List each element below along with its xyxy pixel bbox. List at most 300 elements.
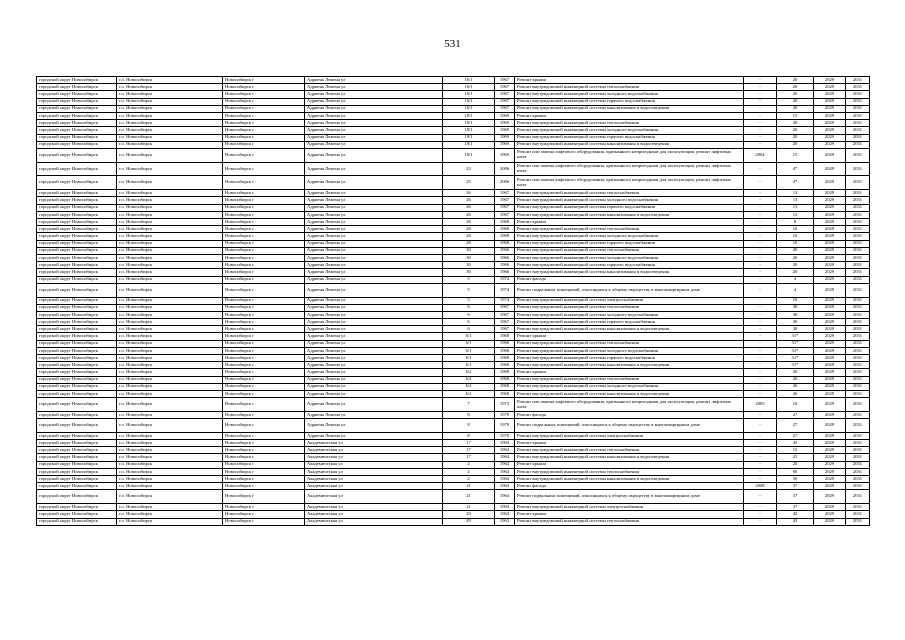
house-number-cell: 30 xyxy=(443,254,495,261)
table-row xyxy=(37,511,870,518)
city-cell: Новосибирск г xyxy=(223,127,305,134)
build-year-cell: 1967 xyxy=(495,190,515,197)
street-cell: Адриена Лежена ул xyxy=(305,148,443,162)
value-cell: 45 xyxy=(777,518,814,525)
settlement-cell: г.о. Новосибирск xyxy=(117,219,223,226)
build-year-cell: 1966 xyxy=(495,262,515,269)
house-number-cell: 26 xyxy=(443,204,495,211)
period-start-cell: 2029 xyxy=(814,297,846,304)
district-cell: городской округ Новосибирск xyxy=(37,141,117,148)
value-cell: 60 xyxy=(777,468,814,475)
cost-cell: - xyxy=(744,490,777,504)
settlement-cell: г.о. Новосибирск xyxy=(117,211,223,218)
build-year-cell: 1973 xyxy=(495,398,515,412)
table-row xyxy=(37,134,870,141)
settlement-cell: г.о. Новосибирск xyxy=(117,276,223,283)
build-year-cell: 1974 xyxy=(495,297,515,304)
period-start-cell: 2029 xyxy=(814,340,846,347)
work-type-cell: Ремонт внутридомовой инженерной системы холодного водоснабжения xyxy=(515,91,744,98)
street-cell: Адриена Лежена ул xyxy=(305,112,443,119)
street-cell: Академическая ул xyxy=(305,504,443,511)
work-type-cell: Ремонт внутридомовой инженерной системы теплоснабжения xyxy=(515,447,744,454)
city-cell: Новосибирск г xyxy=(223,411,305,418)
city-cell: Новосибирск г xyxy=(223,369,305,376)
district-cell: городской округ Новосибирск xyxy=(37,440,117,447)
cost-cell: - xyxy=(744,176,777,190)
period-end-cell: 2031 xyxy=(846,504,870,511)
street-cell: Адриена Лежена ул xyxy=(305,226,443,233)
value-cell: 10 xyxy=(777,297,814,304)
value-cell: 13 xyxy=(777,197,814,204)
work-type-cell: Ремонт внутридомовой инженерной системы теплоснабжения xyxy=(515,120,744,127)
work-type-cell: Ремонт внутридомовой инженерной системы холодного водоснабжения xyxy=(515,197,744,204)
value-cell: 4* xyxy=(777,176,814,190)
settlement-cell: г.о. Новосибирск xyxy=(117,297,223,304)
house-number-cell: 8 xyxy=(443,419,495,433)
table-row xyxy=(37,176,870,190)
period-start-cell: 2029 xyxy=(814,483,846,490)
period-end-cell: 2031 xyxy=(846,490,870,504)
work-type-cell: Ремонт внутридомовой инженерной системы холодного водоснабжения xyxy=(515,383,744,390)
street-cell: Адриена Лежена ул xyxy=(305,98,443,105)
cost-cell: - xyxy=(744,419,777,433)
value-cell: 20 xyxy=(777,247,814,254)
table-row xyxy=(37,326,870,333)
period-end-cell: 2031 xyxy=(846,518,870,525)
period-start-cell: 2029 xyxy=(814,262,846,269)
settlement-cell: г.о. Новосибирск xyxy=(117,326,223,333)
street-cell: Академическая ул xyxy=(305,490,443,504)
table-row xyxy=(37,190,870,197)
work-type-cell: Ремонт подвальных помещений, относящихся к общему имуществу в многоквартирном доме xyxy=(515,283,744,297)
build-year-cell: 1967 xyxy=(495,98,515,105)
table-row xyxy=(37,283,870,297)
district-cell: городской округ Новосибирск xyxy=(37,269,117,276)
value-cell: 20 xyxy=(777,461,814,468)
street-cell: Адриена Лежена ул xyxy=(305,127,443,134)
value-cell: 13 xyxy=(777,204,814,211)
build-year-cell: 1964 xyxy=(495,504,515,511)
build-year-cell: 1968 xyxy=(495,390,515,397)
build-year-cell: 1967 xyxy=(495,91,515,98)
street-cell: Академическая ул xyxy=(305,518,443,525)
cost-cell: - xyxy=(744,77,777,84)
period-start-cell: 2029 xyxy=(814,326,846,333)
settlement-cell: г.о. Новосибирск xyxy=(117,247,223,254)
build-year-cell: 1969 xyxy=(495,141,515,148)
build-year-cell: 1968 xyxy=(495,340,515,347)
street-cell: Адриена Лежена ул xyxy=(305,105,443,112)
city-cell: Новосибирск г xyxy=(223,362,305,369)
house-number-cell: 2 xyxy=(443,461,495,468)
street-cell: Адриена Лежена ул xyxy=(305,419,443,433)
city-cell: Новосибирск г xyxy=(223,84,305,91)
cost-cell: 2008 xyxy=(744,483,777,490)
settlement-cell: г.о. Новосибирск xyxy=(117,269,223,276)
period-start-cell: 2029 xyxy=(814,411,846,418)
value-cell: 20 xyxy=(777,262,814,269)
period-start-cell: 2029 xyxy=(814,333,846,340)
house-number-cell: 16/1 xyxy=(443,91,495,98)
value-cell: 27 xyxy=(777,432,814,439)
work-type-cell: Ремонт внутридомовой инженерной системы канализования и водоотведения xyxy=(515,141,744,148)
street-cell: Академическая ул xyxy=(305,440,443,447)
value-cell: 26 xyxy=(777,369,814,376)
street-cell: Адриена Лежена ул xyxy=(305,176,443,190)
street-cell: Адриена Лежена ул xyxy=(305,240,443,247)
city-cell: Новосибирск г xyxy=(223,440,305,447)
city-cell: Новосибирск г xyxy=(223,197,305,204)
period-end-cell: 2031 xyxy=(846,454,870,461)
settlement-cell: г.о. Новосибирск xyxy=(117,98,223,105)
city-cell: Новосибирск г xyxy=(223,91,305,98)
district-cell: городской округ Новосибирск xyxy=(37,411,117,418)
cost-cell: - xyxy=(744,304,777,311)
district-cell: городской округ Новосибирск xyxy=(37,98,117,105)
period-start-cell: 2029 xyxy=(814,398,846,412)
value-cell: 15 xyxy=(777,112,814,119)
period-end-cell: 2031 xyxy=(846,240,870,247)
table-row xyxy=(37,254,870,261)
work-type-cell: Ремонт внутридомовой инженерной системы горячего водоснабжения xyxy=(515,98,744,105)
district-cell: городской округ Новосибирск xyxy=(37,461,117,468)
street-cell: Адриена Лежена ул xyxy=(305,254,443,261)
cost-cell: - xyxy=(744,347,777,354)
city-cell: Новосибирск г xyxy=(223,355,305,362)
work-type-cell: Ремонт крыши xyxy=(515,461,744,468)
street-cell: Адриена Лежена ул xyxy=(305,383,443,390)
work-type-cell: Ремонт крыши xyxy=(515,219,744,226)
period-start-cell: 2029 xyxy=(814,91,846,98)
build-year-cell: 1967 xyxy=(495,105,515,112)
work-type-cell: Ремонт крыши xyxy=(515,369,744,376)
period-end-cell: 2031 xyxy=(846,297,870,304)
work-type-cell: Ремонт внутридомовой инженерной системы холодного водоснабжения xyxy=(515,233,744,240)
period-end-cell: 2031 xyxy=(846,376,870,383)
settlement-cell: г.о. Новосибирск xyxy=(117,461,223,468)
house-number-cell: 6/2 xyxy=(443,383,495,390)
work-type-cell: Ремонт подвальных помещений, относящихся к общему имуществу в многоквартирном доме xyxy=(515,490,744,504)
street-cell: Адриена Лежена ул xyxy=(305,204,443,211)
settlement-cell: г.о. Новосибирск xyxy=(117,355,223,362)
settlement-cell: г.о. Новосибирск xyxy=(117,105,223,112)
value-cell: 4 xyxy=(777,283,814,297)
period-end-cell: 2031 xyxy=(846,84,870,91)
settlement-cell: г.о. Новосибирск xyxy=(117,233,223,240)
work-type-cell: Ремонт или замена лифтового оборудования, признанного непригодным для эксплуатации, ремонт лифтовых шахт xyxy=(515,176,744,190)
work-type-cell: Ремонт или замена лифтового оборудования, признанного непригодным для эксплуатации, ремонт лифтовых шахт xyxy=(515,148,744,162)
settlement-cell: г.о. Новосибирск xyxy=(117,347,223,354)
settlement-cell: г.о. Новосибирск xyxy=(117,197,223,204)
period-start-cell: 2029 xyxy=(814,383,846,390)
cost-cell: - xyxy=(744,269,777,276)
district-cell: городской округ Новосибирск xyxy=(37,311,117,318)
build-year-cell: 1964 xyxy=(495,447,515,454)
period-start-cell: 2029 xyxy=(814,77,846,84)
value-cell: 10 xyxy=(777,240,814,247)
house-number-cell: 26 xyxy=(443,197,495,204)
house-number-cell: 16/1 xyxy=(443,77,495,84)
table-row xyxy=(37,262,870,269)
build-year-cell: 1979 xyxy=(495,419,515,433)
city-cell: Новосибирск г xyxy=(223,283,305,297)
cost-cell: 2005 xyxy=(744,398,777,412)
table-row xyxy=(37,454,870,461)
settlement-cell: г.о. Новосибирск xyxy=(117,398,223,412)
value-cell: 30 xyxy=(777,319,814,326)
work-type-cell: Ремонт крыши xyxy=(515,511,744,518)
district-cell: городской округ Новосибирск xyxy=(37,511,117,518)
work-type-cell: Ремонт внутридомовой инженерной системы холодного водоснабжения xyxy=(515,347,744,354)
period-start-cell: 2029 xyxy=(814,283,846,297)
period-end-cell: 2031 xyxy=(846,120,870,127)
district-cell: городской округ Новосибирск xyxy=(37,120,117,127)
street-cell: Адриена Лежена ул xyxy=(305,262,443,269)
city-cell: Новосибирск г xyxy=(223,269,305,276)
street-cell: Адриена Лежена ул xyxy=(305,134,443,141)
house-number-cell: 30 xyxy=(443,269,495,276)
city-cell: Новосибирск г xyxy=(223,247,305,254)
district-cell: городской округ Новосибирск xyxy=(37,419,117,433)
period-end-cell: 2031 xyxy=(846,276,870,283)
value-cell: 15 xyxy=(777,447,814,454)
period-end-cell: 2031 xyxy=(846,219,870,226)
value-cell: 20 xyxy=(777,134,814,141)
house-number-cell: 18/1 xyxy=(443,148,495,162)
period-end-cell: 2031 xyxy=(846,254,870,261)
cost-cell: - xyxy=(744,197,777,204)
settlement-cell: г.о. Новосибирск xyxy=(117,176,223,190)
settlement-cell: г.о. Новосибирск xyxy=(117,226,223,233)
value-cell: 37 xyxy=(777,504,814,511)
period-end-cell: 2031 xyxy=(846,211,870,218)
build-year-cell: 1974 xyxy=(495,276,515,283)
settlement-cell: г.о. Новосибирск xyxy=(117,91,223,98)
city-cell: Новосибирск г xyxy=(223,297,305,304)
city-cell: Новосибирск г xyxy=(223,219,305,226)
cost-cell: - xyxy=(744,190,777,197)
value-cell: 25 xyxy=(777,454,814,461)
period-start-cell: 2029 xyxy=(814,319,846,326)
settlement-cell: г.о. Новосибирск xyxy=(117,369,223,376)
period-end-cell: 2031 xyxy=(846,369,870,376)
street-cell: Адриена Лежена ул xyxy=(305,432,443,439)
settlement-cell: г.о. Новосибирск xyxy=(117,447,223,454)
period-end-cell: 2031 xyxy=(846,105,870,112)
value-cell: 26 xyxy=(777,376,814,383)
house-number-cell: 21 xyxy=(443,490,495,504)
house-number-cell: 26 xyxy=(443,211,495,218)
city-cell: Новосибирск г xyxy=(223,148,305,162)
value-cell: 45 xyxy=(777,440,814,447)
build-year-cell: 1968 xyxy=(495,362,515,369)
table-row xyxy=(37,476,870,483)
house-number-cell: 2 xyxy=(443,476,495,483)
street-cell: Адриена Лежена ул xyxy=(305,120,443,127)
house-number-cell: 28 xyxy=(443,219,495,226)
build-year-cell: 1966 xyxy=(495,254,515,261)
build-year-cell: 1979 xyxy=(495,411,515,418)
build-year-cell: 1968 xyxy=(495,240,515,247)
build-year-cell: 1963 xyxy=(495,518,515,525)
build-year-cell: 1968 xyxy=(495,369,515,376)
city-cell: Новосибирск г xyxy=(223,319,305,326)
table-row xyxy=(37,162,870,176)
build-year-cell: 1966 xyxy=(495,269,515,276)
settlement-cell: г.о. Новосибирск xyxy=(117,411,223,418)
work-type-cell: Ремонт внутридомовой инженерной системы теплоснабжения xyxy=(515,190,744,197)
cost-cell: - xyxy=(744,432,777,439)
city-cell: Новосибирск г xyxy=(223,262,305,269)
cost-cell: - xyxy=(744,141,777,148)
settlement-cell: г.о. Новосибирск xyxy=(117,319,223,326)
work-type-cell: Ремонт внутридомовой инженерной системы теплоснабжения xyxy=(515,376,744,383)
period-end-cell: 2031 xyxy=(846,432,870,439)
table-row xyxy=(37,398,870,412)
district-cell: городской округ Новосибирск xyxy=(37,483,117,490)
cost-cell: - xyxy=(744,390,777,397)
cost-cell: - xyxy=(744,440,777,447)
house-number-cell: 26 xyxy=(443,190,495,197)
period-start-cell: 2029 xyxy=(814,362,846,369)
cost-cell: - xyxy=(744,518,777,525)
build-year-cell: 2006 xyxy=(495,162,515,176)
table-row xyxy=(37,376,870,383)
work-type-cell: Ремонт внутридомовой инженерной системы теплоснабжения xyxy=(515,247,744,254)
cost-cell: - xyxy=(744,283,777,297)
period-end-cell: 2031 xyxy=(846,483,870,490)
district-cell: городской округ Новосибирск xyxy=(37,390,117,397)
street-cell: Адриена Лежена ул xyxy=(305,233,443,240)
table-row xyxy=(37,390,870,397)
street-cell: Адриена Лежена ул xyxy=(305,376,443,383)
work-type-cell: Ремонт внутридомовой инженерной системы канализования и водоотведения xyxy=(515,390,744,397)
city-cell: Новосибирск г xyxy=(223,233,305,240)
work-type-cell: Ремонт крыши xyxy=(515,440,744,447)
cost-cell: 2004 xyxy=(744,148,777,162)
district-cell: городской округ Новосибирск xyxy=(37,376,117,383)
city-cell: Новосибирск г xyxy=(223,518,305,525)
city-cell: Новосибирск г xyxy=(223,454,305,461)
city-cell: Новосибирск г xyxy=(223,461,305,468)
street-cell: Адриена Лежена ул xyxy=(305,77,443,84)
value-cell: 20 xyxy=(777,84,814,91)
period-start-cell: 2029 xyxy=(814,162,846,176)
street-cell: Адриена Лежена ул xyxy=(305,411,443,418)
table-row xyxy=(37,311,870,318)
build-year-cell: 1964 xyxy=(495,483,515,490)
value-cell: 20 xyxy=(777,120,814,127)
city-cell: Новосибирск г xyxy=(223,468,305,475)
street-cell: Адриена Лежена ул xyxy=(305,283,443,297)
table-row xyxy=(37,461,870,468)
value-cell: 26 xyxy=(777,390,814,397)
city-cell: Новосибирск г xyxy=(223,112,305,119)
district-cell: городской округ Новосибирск xyxy=(37,204,117,211)
table-row xyxy=(37,369,870,376)
period-end-cell: 2031 xyxy=(846,333,870,340)
work-type-cell: Ремонт фасада xyxy=(515,276,744,283)
period-start-cell: 2029 xyxy=(814,226,846,233)
street-cell: Адриена Лежена ул xyxy=(305,276,443,283)
table-row xyxy=(37,362,870,369)
district-cell: городской округ Новосибирск xyxy=(37,504,117,511)
house-number-cell: 5 xyxy=(443,297,495,304)
house-number-cell: 16/1 xyxy=(443,98,495,105)
cost-cell: - xyxy=(744,226,777,233)
period-end-cell: 2031 xyxy=(846,447,870,454)
house-number-cell: 25 xyxy=(443,176,495,190)
settlement-cell: г.о. Новосибирск xyxy=(117,141,223,148)
value-cell: 20 xyxy=(777,77,814,84)
district-cell: городской округ Новосибирск xyxy=(37,432,117,439)
period-start-cell: 2029 xyxy=(814,254,846,261)
build-year-cell: 1964 xyxy=(495,468,515,475)
settlement-cell: г.о. Новосибирск xyxy=(117,283,223,297)
house-number-cell: 18/1 xyxy=(443,112,495,119)
work-type-cell: Ремонт крыши xyxy=(515,77,744,84)
city-cell: Новосибирск г xyxy=(223,490,305,504)
district-cell: городской округ Новосибирск xyxy=(37,262,117,269)
build-year-cell: 1969 xyxy=(495,112,515,119)
work-type-cell: Ремонт крыши xyxy=(515,333,744,340)
city-cell: Новосибирск г xyxy=(223,226,305,233)
street-cell: Адриена Лежена ул xyxy=(305,269,443,276)
cost-cell: - xyxy=(744,276,777,283)
settlement-cell: г.о. Новосибирск xyxy=(117,390,223,397)
period-start-cell: 2029 xyxy=(814,176,846,190)
house-number-cell: 6/1 xyxy=(443,347,495,354)
period-end-cell: 2031 xyxy=(846,141,870,148)
value-cell: 20 xyxy=(777,91,814,98)
value-cell: 31* xyxy=(777,355,814,362)
period-start-cell: 2029 xyxy=(814,390,846,397)
work-type-cell: Ремонт внутридомовой инженерной системы теплоснабжения xyxy=(515,304,744,311)
city-cell: Новосибирск г xyxy=(223,311,305,318)
value-cell: 30 xyxy=(777,311,814,318)
period-start-cell: 2029 xyxy=(814,476,846,483)
table-row xyxy=(37,91,870,98)
period-end-cell: 2031 xyxy=(846,204,870,211)
build-year-cell: 1968 xyxy=(495,355,515,362)
street-cell: Академическая ул xyxy=(305,511,443,518)
build-year-cell: 2006 xyxy=(495,176,515,190)
build-year-cell: 1968 xyxy=(495,333,515,340)
cost-cell: - xyxy=(744,91,777,98)
settlement-cell: г.о. Новосибирск xyxy=(117,468,223,475)
street-cell: Адриена Лежена ул xyxy=(305,211,443,218)
house-number-cell: 16/1 xyxy=(443,84,495,91)
table-row xyxy=(37,98,870,105)
district-cell: городской округ Новосибирск xyxy=(37,84,117,91)
city-cell: Новосибирск г xyxy=(223,476,305,483)
period-start-cell: 2029 xyxy=(814,376,846,383)
period-start-cell: 2029 xyxy=(814,304,846,311)
house-number-cell: 6/2 xyxy=(443,376,495,383)
build-year-cell: 1964 xyxy=(495,461,515,468)
settlement-cell: г.о. Новосибирск xyxy=(117,262,223,269)
build-year-cell: 1967 xyxy=(495,211,515,218)
cost-cell: - xyxy=(744,311,777,318)
work-type-cell: Ремонт внутридомовой инженерной системы канализования и водоотведения xyxy=(515,454,744,461)
settlement-cell: г.о. Новосибирск xyxy=(117,419,223,433)
work-type-cell: Ремонт внутридомовой инженерной системы теплоснабжения xyxy=(515,518,744,525)
cost-cell: - xyxy=(744,134,777,141)
build-year-cell: 1964 xyxy=(495,476,515,483)
period-start-cell: 2029 xyxy=(814,204,846,211)
period-start-cell: 2029 xyxy=(814,269,846,276)
city-cell: Новосибирск г xyxy=(223,326,305,333)
